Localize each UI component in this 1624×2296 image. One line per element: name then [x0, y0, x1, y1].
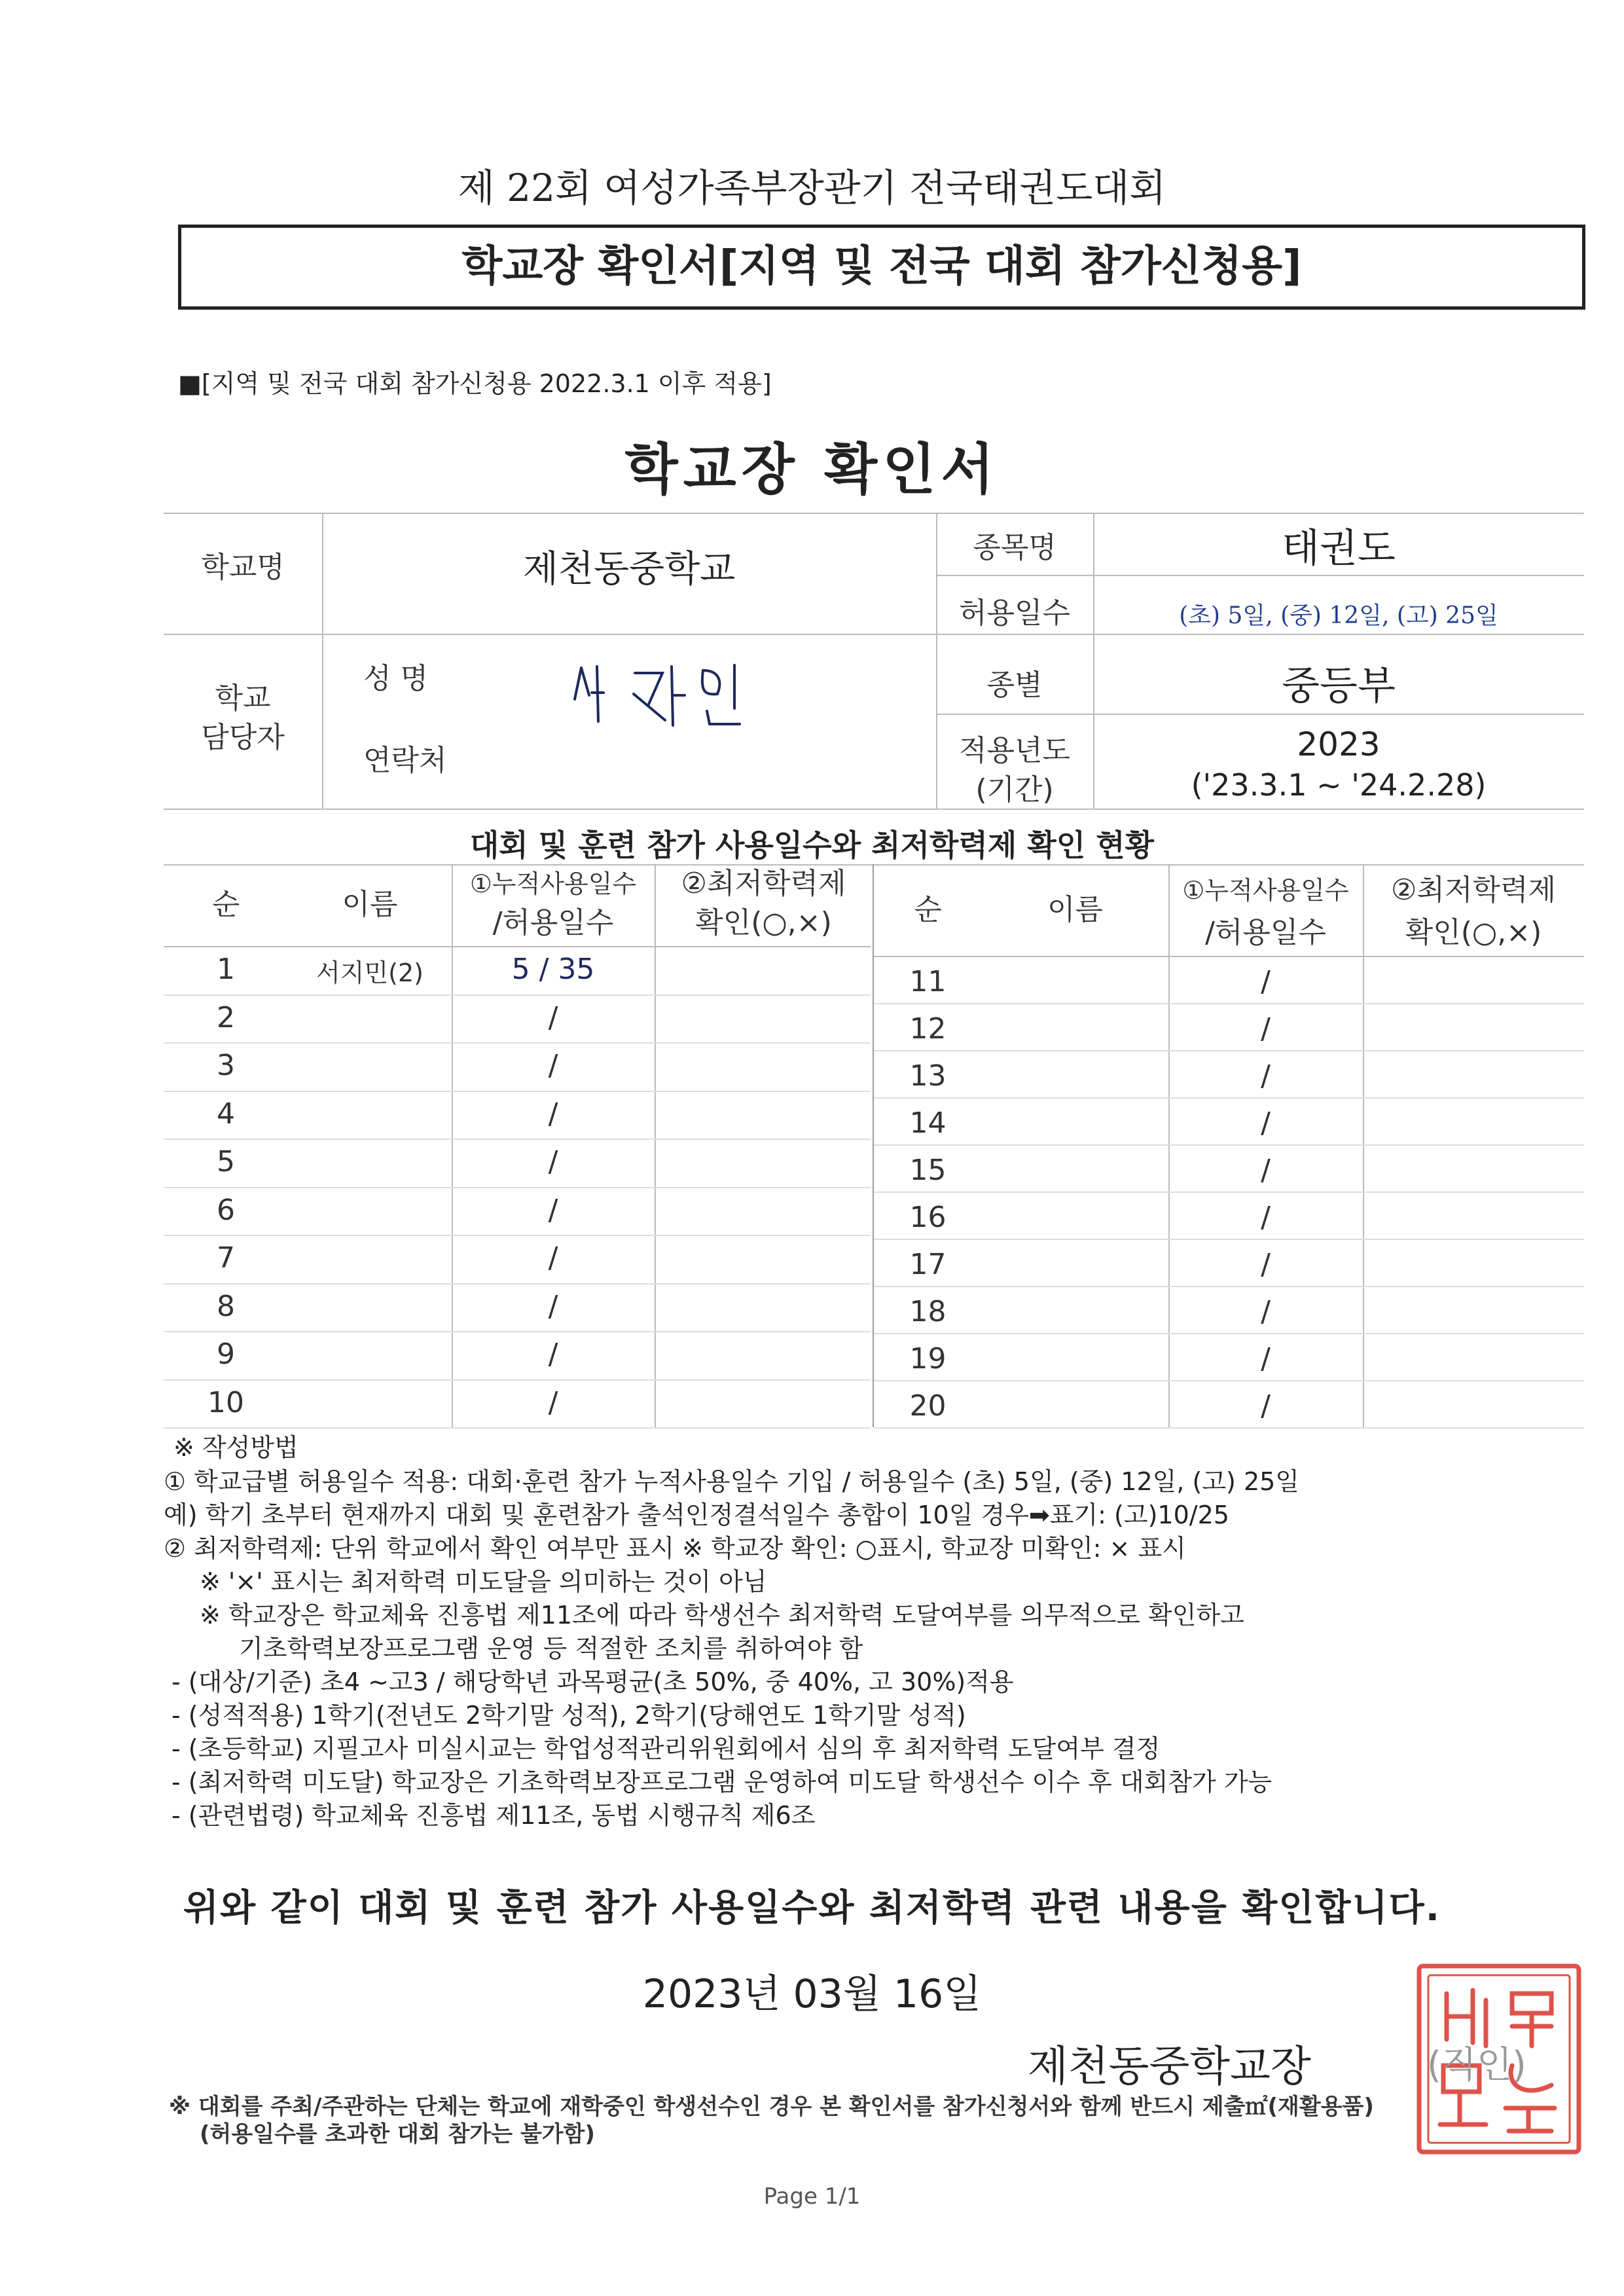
manager-label-line1: 학교	[215, 682, 271, 715]
row-no: 6	[217, 1193, 235, 1227]
row-no: 17	[909, 1248, 947, 1281]
col-days-left-line1: ①누적사용일수	[469, 869, 637, 898]
row-days: /	[548, 1193, 558, 1227]
detail-2: - (성적적용) 1학기(전년도 2학기말 성적), 2학기(당해연도 1학기말 성적)	[171, 1701, 966, 1730]
row-days: /	[548, 1145, 558, 1178]
col-name-left: 이름	[342, 888, 398, 921]
contact-label: 연락처	[363, 744, 447, 777]
division-value: 중등부	[1282, 663, 1396, 709]
row-days: /	[1261, 1106, 1271, 1140]
row-days: /	[548, 1338, 558, 1371]
row-days: /	[548, 1049, 558, 1082]
row-days: /	[1261, 1248, 1271, 1281]
row-no: 10	[208, 1385, 244, 1419]
detail-4: - (최저학력 미도달) 학교장은 기초학력보장프로그램 운영하여 미도달 학생선수 이수 후 대회참가 가능	[171, 1768, 1272, 1796]
form-title-box: 학교장 확인서[지역 및 전국 대회 참가신청용]	[178, 225, 1585, 310]
seal-label: (직인)	[1427, 2044, 1526, 2086]
col-days-left-line2: /허용일수	[492, 906, 614, 939]
row-no: 4	[217, 1097, 235, 1131]
row-days: /	[548, 1097, 558, 1131]
period-value: ('23.3.1 ~ '24.2.28)	[1191, 767, 1487, 803]
row-days: /	[548, 1289, 558, 1323]
applied-note: ■[지역 및 전국 대회 참가신청용 2022.3.1 이후 적용]	[178, 369, 772, 398]
school-name-value: 제천동중학교	[522, 548, 736, 591]
year-label-line1: 적용년도	[958, 734, 1070, 767]
event-title: 제 22회 여성가족부장관기 전국태권도대회	[458, 166, 1166, 210]
footer-note-1: ※ 대회를 주최/주관하는 단체는 학교에 재학중인 학생선수인 경우 본 확인서를 참가신청서와 함께 반드시 제출㎡(재활용품)	[169, 2094, 1374, 2120]
row-name: 서지민(2)	[316, 958, 424, 987]
division-label: 종별	[986, 668, 1043, 702]
note-4: ※ 학교장은 학교체육 진흥법 제11조에 따라 학생선수 최저학력 도달여부를 의무적으로 확인하고	[200, 1601, 1244, 1630]
year-label-line2: (기간)	[975, 773, 1054, 807]
row-no: 19	[909, 1342, 947, 1376]
row-no: 15	[909, 1154, 947, 1187]
status-title: 대회 및 훈련 참가 사용일수와 최저학력제 확인 현황	[469, 828, 1155, 863]
col-check-left-line1: ②최저학력제	[681, 867, 846, 900]
handwritten-signature	[563, 661, 759, 736]
note-2: ② 최저학력제: 단위 학교에서 확인 여부만 표시 ※ 학교장 확인: ○표시, 학교장 미확인: × 표시	[164, 1534, 1186, 1563]
row-days: /	[1261, 1012, 1271, 1046]
row-no: 20	[909, 1389, 947, 1423]
row-no: 14	[909, 1106, 947, 1140]
row-no: 11	[909, 965, 947, 998]
note-1-example: 예) 학기 초부터 현재까지 대회 및 훈련참가 출석인정결석일수 총합이 10일 경우➡표기: (고)10/25	[164, 1501, 1229, 1529]
detail-5: - (관련법령) 학교체육 진흥법 제11조, 동법 시행규칙 제6조	[171, 1801, 816, 1830]
note-4-cont: 기초학력보장프로그램 운영 등 적절한 조치를 취하여야 함	[239, 1634, 863, 1663]
col-check-right-line1: ②최저학력제	[1391, 873, 1556, 907]
row-days: 5 / 35	[511, 953, 595, 986]
row-days: /	[1261, 1201, 1271, 1234]
school-name-label: 학교명	[201, 551, 285, 584]
row-days: /	[1261, 1389, 1271, 1423]
footer-note-2: (허용일수를 초과한 대회 참가는 불가함)	[200, 2121, 595, 2147]
note-1: ① 학교급별 허용일수 적용: 대회·훈련 참가 누적사용일수 기입 / 허용일수 (초) 5일, (중) 12일, (고) 25일	[164, 1467, 1300, 1496]
col-name-right: 이름	[1047, 893, 1103, 926]
name-label: 성 명	[363, 662, 428, 695]
page-number: Page 1/1	[763, 2183, 861, 2210]
col-days-right-line1: ①누적사용일수	[1182, 876, 1349, 905]
row-no: 18	[909, 1295, 947, 1328]
sport-value: 태권도	[1282, 526, 1396, 572]
row-days: /	[1261, 1342, 1271, 1376]
row-no: 13	[909, 1059, 947, 1093]
col-no-right: 순	[914, 893, 942, 926]
allowed-days-label: 허용일수	[958, 596, 1070, 630]
detail-1: - (대상/기준) 초4 ~고3 / 해당학년 과목평균(초 50%, 중 40%, 고 30%)적용	[171, 1667, 1014, 1696]
row-no: 12	[909, 1012, 947, 1046]
col-check-right-line2: 확인(○,×)	[1405, 916, 1542, 949]
col-days-right-line2: /허용일수	[1205, 916, 1326, 949]
row-no: 7	[217, 1241, 235, 1275]
sport-label: 종목명	[973, 531, 1056, 564]
row-no: 1	[217, 953, 235, 986]
row-days: /	[1261, 1154, 1271, 1187]
row-no: 16	[909, 1201, 947, 1234]
col-no-left: 순	[211, 888, 240, 921]
row-days: /	[1261, 1295, 1271, 1328]
row-no: 5	[217, 1145, 235, 1178]
detail-3: - (초등학교) 지필고사 미실시교는 학업성적관리위원회에서 심의 후 최저학력 도달여부 결정	[171, 1734, 1161, 1763]
row-no: 8	[217, 1289, 235, 1323]
document-title: 학교장 확인서	[624, 437, 1000, 501]
confirmation-text: 위와 같이 대회 및 훈련 참가 사용일수와 최저학력 관련 내용을 확인합니다.	[183, 1887, 1441, 1929]
row-days: /	[548, 1000, 558, 1034]
allowed-days-value: (초) 5일, (중) 12일, (고) 25일	[1179, 602, 1498, 629]
row-no: 2	[217, 1000, 235, 1034]
row-days: /	[548, 1385, 558, 1419]
principal-name: 제천동중학교장	[1028, 2043, 1311, 2091]
notes-heading: ※ 작성방법	[173, 1433, 298, 1462]
row-days: /	[1261, 1059, 1271, 1093]
row-days: /	[1261, 965, 1271, 998]
year-value: 2023	[1297, 725, 1380, 763]
confirmation-date: 2023년 03월 16일	[642, 1971, 982, 2017]
manager-label-line2: 담당자	[201, 721, 285, 754]
note-3: ※ '×' 표시는 최저학력 미도달을 의미하는 것이 아님	[200, 1567, 767, 1596]
row-no: 3	[217, 1049, 235, 1082]
row-days: /	[548, 1241, 558, 1275]
row-no: 9	[217, 1338, 235, 1371]
col-check-left-line2: 확인(○,×)	[695, 906, 832, 939]
